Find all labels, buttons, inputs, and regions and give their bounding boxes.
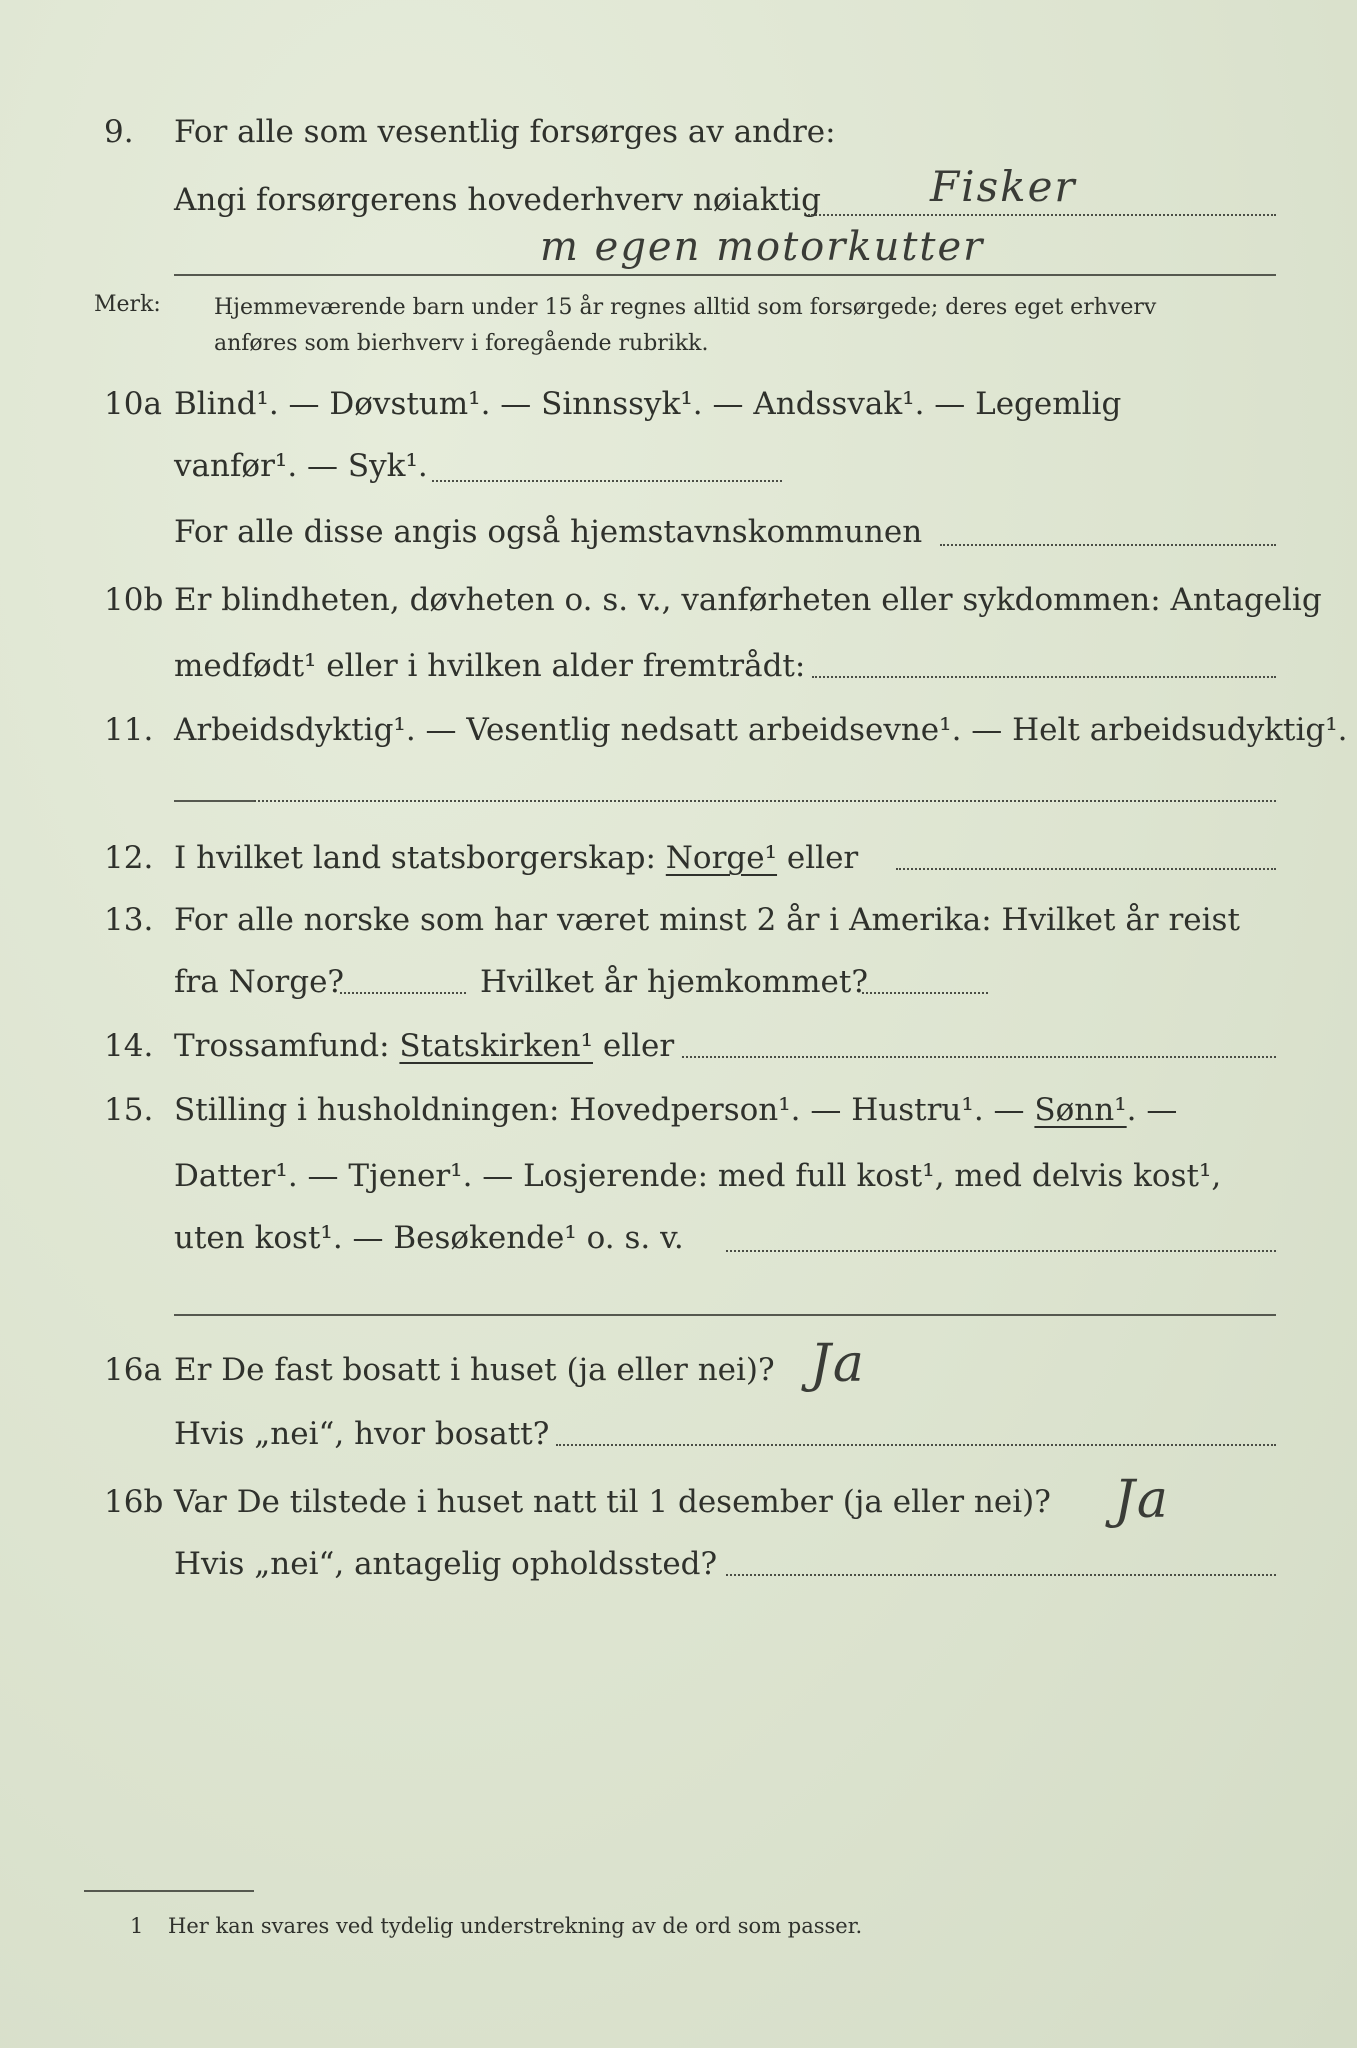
- q15-number: 15.: [104, 1092, 154, 1128]
- q10b-text-2: medfødt¹ eller i hvilken alder fremtrådt:: [174, 648, 806, 684]
- q10b-answer-line: [812, 676, 1276, 678]
- q16b-number: 16b: [104, 1484, 164, 1520]
- q9-number: 9.: [104, 114, 134, 150]
- q10a-text-2: vanfør¹. — Syk¹.: [174, 448, 428, 484]
- q10a-hjemstavn-line: [940, 544, 1276, 546]
- q16a-number: 16a: [104, 1352, 162, 1388]
- q13-reist-line: [340, 992, 466, 994]
- q13-text-2b: Hvilket år hjemkommet?: [480, 964, 868, 1000]
- q10b-number: 10b: [104, 582, 164, 618]
- q10b-text-1: Er blindheten, døvheten o. s. v., vanførheten eller sykdommen: Antagelig: [174, 582, 1322, 618]
- q11-answer-line: [254, 800, 1276, 802]
- q15-text-1: [174, 1090, 1177, 1130]
- q15-text-2: Datter¹. — Tjener¹. — Losjerende: med full kost¹, med delvis kost¹,: [174, 1158, 1222, 1194]
- q12-answer-line: [896, 868, 1276, 870]
- merk-text-1: Hjemmeværende barn under 15 år regnes alltid som forsørgede; deres eget erhverv: [214, 295, 1157, 320]
- q13-hjemkommet-line: [862, 992, 988, 994]
- footnote-rule: [84, 1890, 254, 1892]
- q10a-syk-line: [432, 480, 782, 482]
- q13-text-2a: fra Norge?: [174, 964, 345, 1000]
- q13-number: 13.: [104, 902, 154, 938]
- q15-text-1a: Stilling i husholdningen: Hovedperson¹. — Hustru¹. —: [174, 1092, 1025, 1128]
- q15-answer-line-1: [726, 1250, 1276, 1252]
- q9-text-2: Angi forsørgerens hovederhverv nøiaktig: [174, 182, 821, 218]
- merk-text-2: anføres som bierhverv i foregående rubrikk.: [214, 331, 709, 356]
- q15-text-3: uten kost¹. — Besøkende¹ o. s. v.: [174, 1220, 684, 1256]
- q9-handwritten-answer-2: m egen motorkutter: [540, 224, 985, 270]
- q14-statskirken-underlined: Statskirken¹: [399, 1028, 593, 1064]
- q16a-text-1: Er De fast bosatt i huset (ja eller nei)?: [174, 1352, 775, 1388]
- q14-answer-line: [682, 1056, 1276, 1058]
- q12-suffix: eller: [786, 840, 859, 876]
- q10a-text-3: For alle disse angis også hjemstavnskommunen: [174, 514, 923, 550]
- q9-text-1: For alle som vesentlig forsørges av andre:: [174, 114, 836, 150]
- q14-text: [174, 1026, 674, 1066]
- footnote-text: Her kan svares ved tydelig understrekning av de ord som passer.: [168, 1914, 863, 1938]
- q11-text-1: Arbeidsdyktig¹. — Vesentlig nedsatt arbeidsevne¹. — Helt arbeidsudyktig¹.: [174, 712, 1348, 748]
- q16b-text-2: Hvis „nei“, antagelig opholdssted?: [174, 1546, 718, 1582]
- q10a-text-1: Blind¹. — Døvstum¹. — Sinnssyk¹. — Andssvak¹. — Legemlig: [174, 386, 1122, 422]
- q15-sonn-underlined: Sønn¹: [1034, 1092, 1127, 1128]
- q14-number: 14.: [104, 1028, 154, 1064]
- q9-answer-line-1: [808, 214, 1276, 216]
- q12-norge-underlined: Norge¹: [665, 840, 778, 876]
- q9-handwritten-answer-1: Fisker: [930, 162, 1077, 211]
- q14-prefix: Trossamfund:: [174, 1028, 390, 1064]
- q16a-handwritten-answer: Ja: [810, 1334, 866, 1394]
- q13-text-1: For alle norske som har været minst 2 år i Amerika: Hvilket år reist: [174, 902, 1240, 938]
- q16a-bosatt-line: [556, 1444, 1276, 1446]
- q9-answer-line-2: [174, 274, 1276, 276]
- q12-prefix: I hvilket land statsborgerskap:: [174, 840, 656, 876]
- q12-text: [174, 838, 858, 878]
- merk-label: Merk:: [94, 292, 161, 317]
- q16b-text-1: Var De tilstede i huset natt til 1 desember (ja eller nei)?: [174, 1484, 1051, 1520]
- q10a-number: 10a: [104, 386, 162, 422]
- q15-text-1c: . —: [1126, 1092, 1178, 1128]
- q12-number: 12.: [104, 840, 154, 876]
- q16b-handwritten-answer: Ja: [1114, 1470, 1170, 1530]
- footnote-mark: 1: [130, 1914, 144, 1938]
- q11-answer-line-start: [174, 800, 254, 802]
- q14-suffix: eller: [602, 1028, 675, 1064]
- q16a-text-2: Hvis „nei“, hvor bosatt?: [174, 1416, 550, 1452]
- q15-answer-line-2: [174, 1314, 1276, 1316]
- q16b-opholdssted-line: [726, 1574, 1276, 1576]
- q11-number: 11.: [104, 712, 154, 748]
